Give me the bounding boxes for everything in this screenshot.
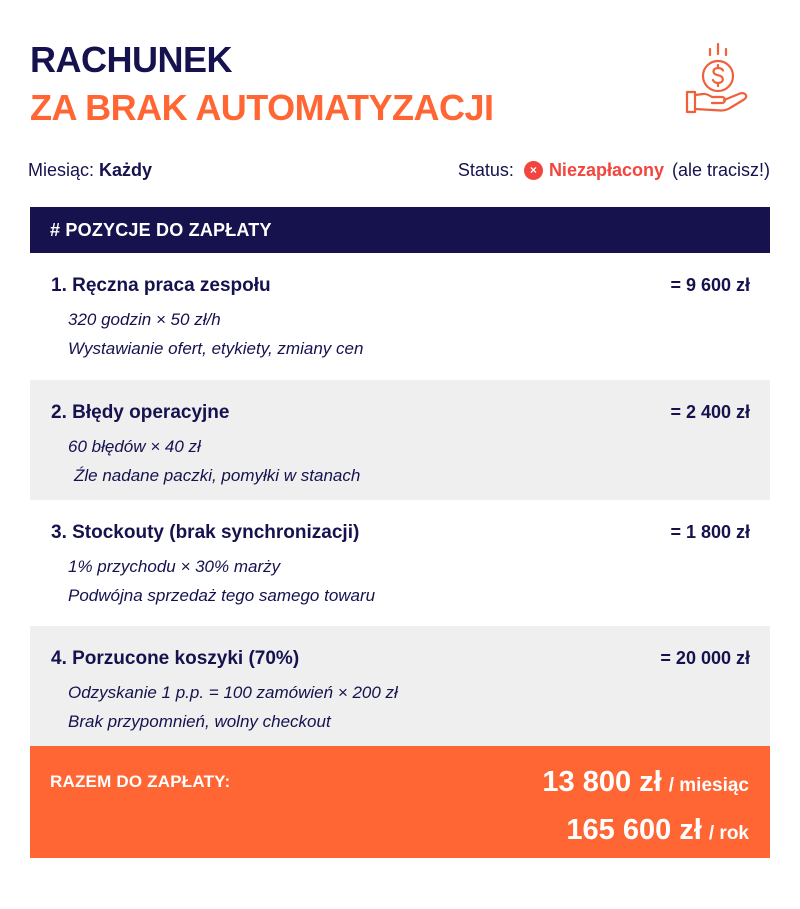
item-description: Wystawianie ofert, etykiety, zmiany cen — [68, 339, 364, 358]
invoice-item — [30, 253, 770, 380]
total-amounts — [542, 760, 749, 856]
item-description: Źle nadane paczki, pomyłki w stanach — [74, 466, 361, 485]
title-line-1: RACHUNEK — [30, 39, 232, 80]
status-note: (ale tracisz!) — [671, 159, 770, 180]
title-line-2: ZA BRAK AUTOMATYZACJI — [30, 87, 494, 128]
item-title: 3. Stockouty (brak synchronizacji) — [51, 522, 360, 543]
item-amount: = 20 000 zł — [660, 648, 750, 668]
item-description: Podwójna sprzedaż tego samego towaru — [68, 586, 376, 605]
item-title: 2. Błędy operacyjne — [51, 402, 230, 423]
status-badge: Niezapłacony — [548, 159, 664, 180]
invoice-item — [30, 500, 770, 626]
yearly-unit: / rok — [708, 823, 749, 844]
total-section — [30, 746, 770, 858]
invoice-meta — [28, 156, 770, 184]
item-title: 1. Ręczna praca zespołu — [51, 275, 271, 296]
total-label: RAZEM DO ZAPŁATY: — [50, 772, 231, 791]
item-calculation: 320 godzin × 50 zł/h — [68, 310, 221, 329]
item-description: Brak przypomnień, wolny checkout — [68, 712, 331, 731]
month-field — [28, 160, 152, 181]
item-amount: = 9 600 zł — [670, 275, 750, 295]
month-value: Każdy — [99, 159, 153, 180]
item-calculation: 60 błędów × 40 zł — [68, 437, 201, 456]
item-calculation: Odzyskanie 1 p.p. = 100 zamówień × 200 zł — [68, 683, 398, 702]
item-amount: = 2 400 zł — [670, 402, 750, 422]
yearly-amount: 165 600 zł — [566, 814, 702, 846]
invoice-items-table — [30, 207, 770, 858]
total-monthly — [542, 760, 749, 808]
item-title: 4. Porzucone koszyki (70%) — [51, 648, 300, 669]
monthly-unit: / miesiąc — [668, 775, 749, 796]
monthly-amount: 13 800 zł — [542, 766, 662, 798]
invoice-item — [30, 626, 770, 746]
item-calculation: 1% przychodu × 30% marży — [68, 557, 281, 576]
month-label: Miesiąc: — [28, 159, 95, 180]
status-label: Status: — [457, 159, 514, 180]
x-circle-icon: × — [524, 161, 543, 180]
table-header: # POZYCJE DO ZAPŁATY — [30, 207, 770, 253]
page-title — [30, 36, 493, 132]
status-field — [458, 160, 770, 181]
invoice-item — [30, 380, 770, 500]
hand-holding-coin-icon — [684, 42, 752, 116]
item-amount: = 1 800 zł — [670, 522, 750, 542]
total-yearly — [542, 808, 749, 856]
